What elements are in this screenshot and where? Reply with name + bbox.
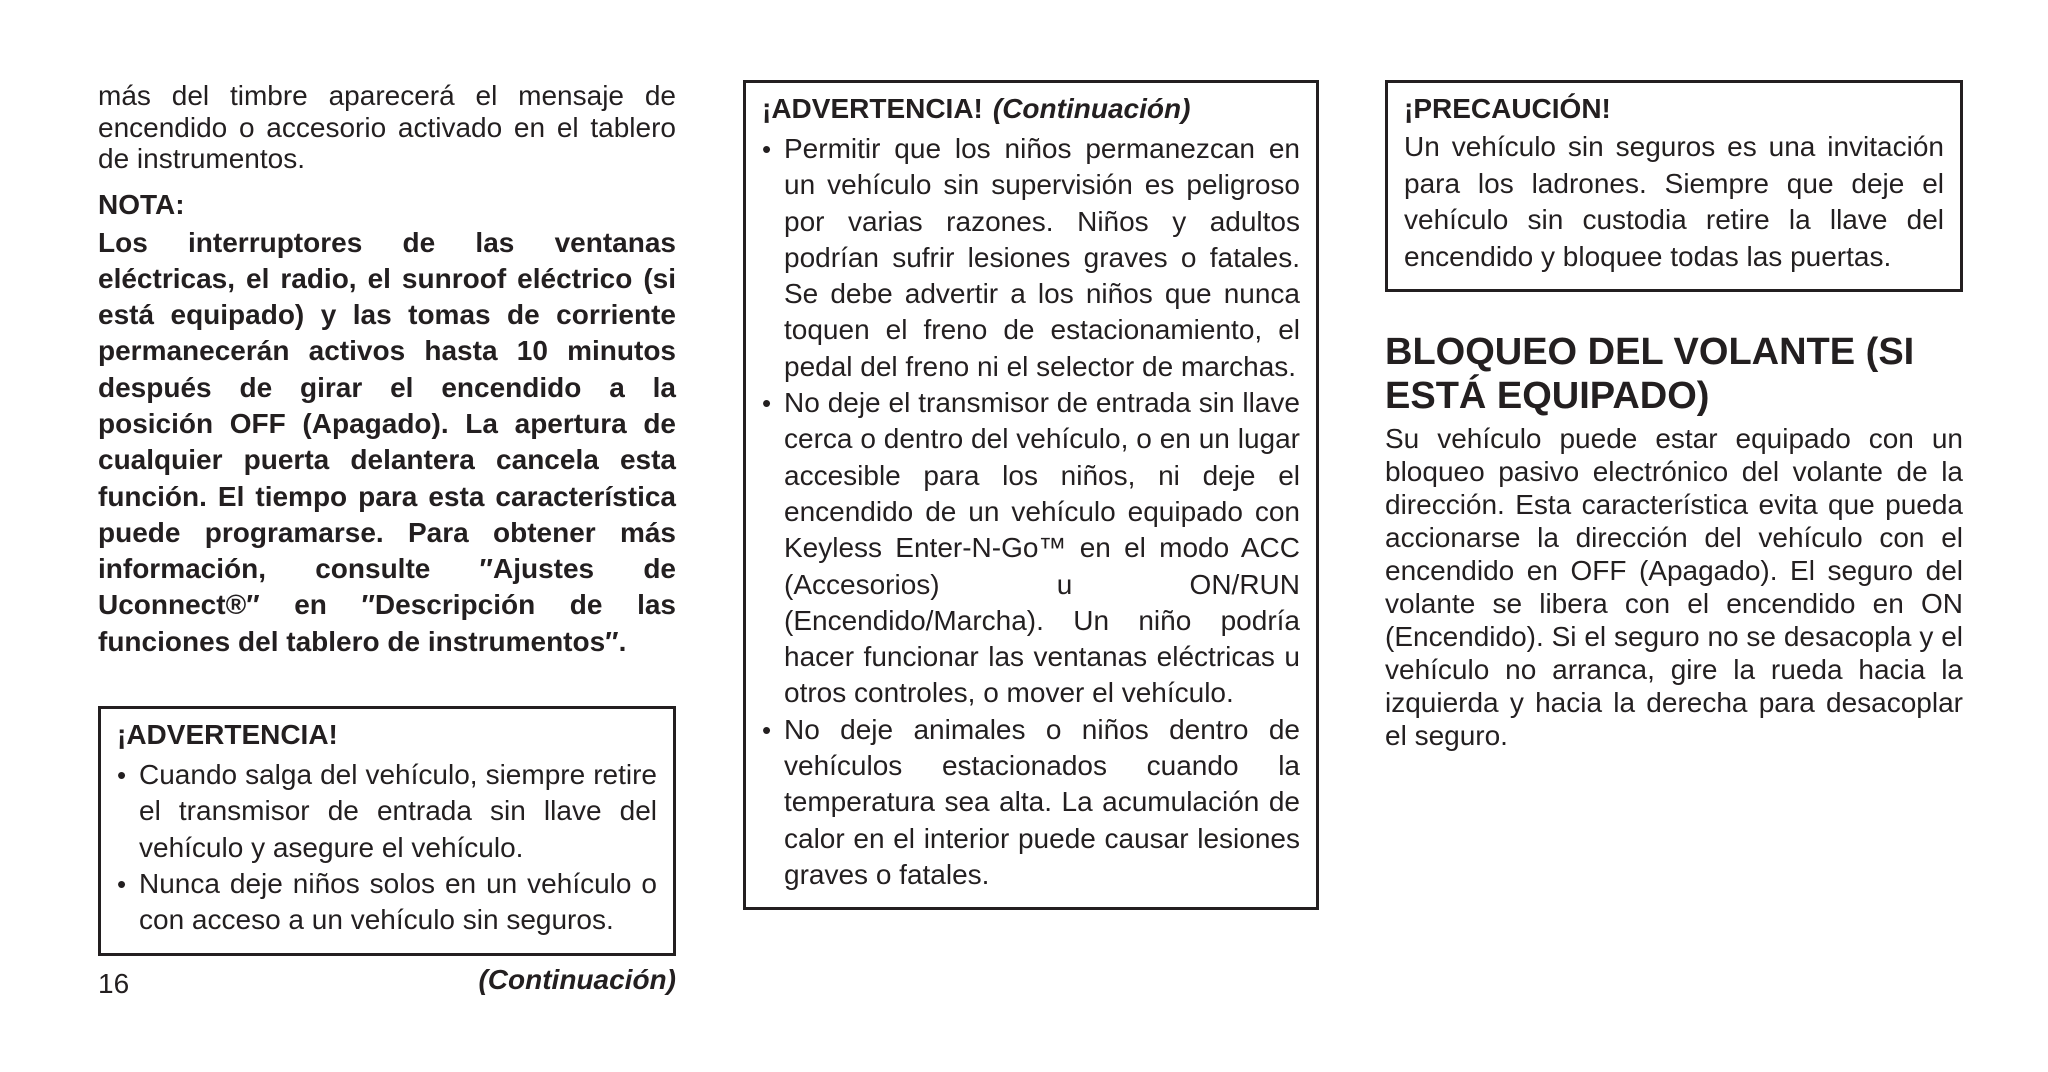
intro-paragraph: más del timbre aparecerá el mensaje de encendido o accesorio activado en el tablero de instrumentos. — [98, 80, 676, 174]
warning-list — [762, 131, 1300, 893]
section-body: Su vehículo puede estar equipado con un bloqueo pasivo electrónico del volante de la dirección. Esta característica evita que pueda accionarse la dirección del vehículo con el encendido en OFF (Apagado). El seguro del volante se libera con el encendido en ON (Encendido). Si el seguro no se desacopla y el vehículo no arranca, gire la rueda hacia la izquierda y hacia la derecha para desacoplar el seguro. — [1385, 423, 1963, 751]
warning-box — [98, 706, 676, 955]
list-item: • Permitir que los niños permanezcan en un vehículo sin supervisión es peligroso por varias razones. Niños y adultos podrían sufrir lesiones graves o fatales. Se debe advertir a los niños que nunca toquen el freno de estacionamiento, el pedal del freno ni el selector de marchas. — [762, 133, 1300, 382]
warning-box-continued — [743, 80, 1319, 910]
section-heading: BLOQUEO DEL VOLANTE (SI ESTÁ EQUIPADO) — [1385, 331, 1915, 417]
list-item: • No deje el transmisor de entrada sin llave cerca o dentro del vehículo, o en un lugar accesible para los niños, ni deje el encendido de un vehículo equipado con Keyless Enter-N-Go™ en el modo ACC (Accesorios) u ON/RUN (Encendido/Marcha). Un niño podría hacer funcionar las ventanas eléctricas u otros controles, o mover el vehículo. — [762, 387, 1300, 709]
bullet-icon: • — [762, 388, 772, 419]
bullet-icon: • — [762, 714, 772, 745]
note-heading: NOTA: — [98, 188, 185, 220]
caution-box — [1385, 80, 1963, 292]
left-column — [98, 80, 676, 998]
warning-title: ¡ADVERTENCIA! — [117, 719, 338, 751]
warning-list — [117, 757, 657, 938]
list-item: • Cuando salga del vehículo, siempre retire el transmisor de entrada sin llave del vehículo y asegure el vehículo. — [117, 759, 657, 863]
caution-body: Un vehículo sin seguros es una invitación para los ladrones. Siempre que deje el vehículo sin custodia retire la llave del encendido y bloquee todas las puertas. — [1404, 131, 1944, 272]
bullet-icon: • — [117, 760, 127, 791]
list-item: • Nunca deje niños solos en un vehículo o con acceso a un vehículo sin seguros. — [117, 867, 657, 936]
caution-title: ¡PRECAUCIÓN! — [1404, 93, 1611, 124]
page-number: 16 — [98, 968, 130, 999]
middle-column — [743, 80, 1319, 910]
bullet-icon: • — [762, 134, 772, 164]
continued-label: (Continuación) — [478, 963, 676, 995]
right-column — [1385, 80, 1963, 752]
note-body: Los interruptores de las ventanas eléctricas, el radio, el sunroof eléctrico (si está equipado) y las tomas de corriente permanecerán activos hasta 10 minutos después de girar el encendido a la posición OFF (Apagado). La apertura de cualquier puerta delantera cancela esta función. El tiempo para esta característica puede programarse. Para obtener más información, consulte ″Ajustes de Uconnect®″ en ″Descripción de las funciones del tablero de instrumentos″. — [98, 226, 676, 657]
continued-label: (Continuación) — [992, 93, 1191, 124]
list-item: • No deje animales o niños dentro de vehículos estacionados cuando la temperatura sea alta. La acumulación de calor en el interior puede causar lesiones graves o fatales. — [762, 713, 1300, 890]
warning-title: ¡ADVERTENCIA! (Continuación) — [762, 93, 1191, 124]
bullet-icon: • — [117, 868, 127, 899]
